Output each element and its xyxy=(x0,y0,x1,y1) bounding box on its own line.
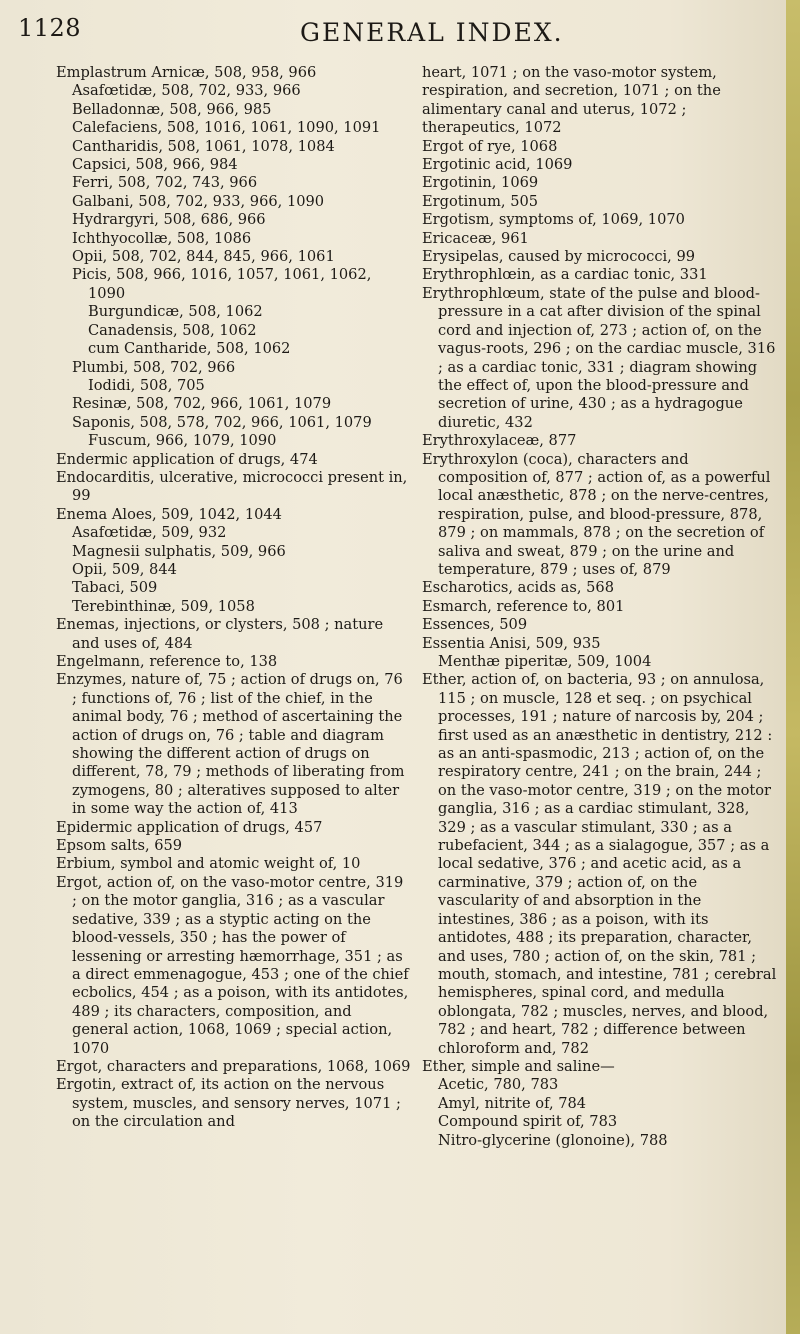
index-entry: Galbani, 508, 702, 933, 966, 1090 xyxy=(72,192,325,210)
index-entry: Ergotinum, 505 xyxy=(422,192,539,210)
index-entry: Tabaci, 509 xyxy=(72,579,158,597)
index-entry: Acetic, 780, 783 xyxy=(438,1076,559,1094)
index-entry: Ergotinin, 1069 xyxy=(422,174,539,192)
index-entry: Opii, 509, 844 xyxy=(72,560,177,578)
index-entry: Nitro-glycerine (glonoine), 788 xyxy=(438,1131,668,1149)
index-column-left xyxy=(56,64,411,1132)
index-entry: Amyl, nitrite of, 784 xyxy=(438,1094,587,1112)
index-entry: Compound spirit of, 783 xyxy=(438,1113,618,1131)
index-entry: Endocarditis, ulcerative, micrococci present in, 99 xyxy=(56,468,408,505)
index-entry: Ergot, characters and preparations, 1068, 1069 xyxy=(56,1057,411,1075)
index-entry: cum Cantharide, 508, 1062 xyxy=(88,340,291,358)
index-column-right xyxy=(422,64,777,1150)
index-entry: Ichthyocollæ, 508, 1086 xyxy=(72,229,252,247)
index-entry: Calefaciens, 508, 1016, 1061, 1090, 1091 xyxy=(72,119,381,137)
index-entry: Magnesii sulphatis, 509, 966 xyxy=(72,542,286,560)
index-entry: Erythroxylon (coca), characters and composition of, 877 ; action of, as a powerful local anæsthetic, 878 ; on the nerve-centres, respiration, pulse, and blood-pressure, 878, 879 ; on mammals, 878 ; on the secretion of saliva and sweat, 879 ; on the urine and temperature, 879 ; uses of, 879 xyxy=(422,450,771,578)
page-edge xyxy=(786,0,800,1334)
index-entry: Canadensis, 508, 1062 xyxy=(88,321,257,339)
index-entry: Ergotin, extract of, its action on the nervous system, muscles, and sensory nerves, 1071 ; on the circulation and xyxy=(56,1076,401,1131)
index-entry: Hydrargyri, 508, 686, 966 xyxy=(72,211,266,229)
index-entry: Saponis, 508, 578, 702, 966, 1061, 1079 xyxy=(72,413,372,431)
index-entry: Menthæ piperitæ, 509, 1004 xyxy=(438,653,652,670)
index-entry: Erbium, symbol and atomic weight of, 10 xyxy=(56,855,361,873)
index-entry: Enema Aloes, 509, 1042, 1044 xyxy=(56,505,282,523)
index-entry: Asafœtidæ, 509, 932 xyxy=(72,524,227,542)
page-header xyxy=(0,14,786,54)
index-entry: Erythrophlœum, state of the pulse and blood-pressure in a cat after division of the spinal cord and injection of, 273 ; action of, on the vagus-roots, 296 ; on the cardiac muscle, 316 ; as a cardiac tonic, 331 ; diagram showing the effect of, upon the blood-pressure and secretion of urine, 430 ; as a hydragogue diuretic, 432 xyxy=(422,284,776,431)
index-entry: Essentia Anisi, 509, 935 xyxy=(422,634,601,652)
index-entry: Ergotism, symptoms of, 1069, 1070 xyxy=(422,211,685,229)
index-entry: Enemas, injections, or clysters, 508 ; nature and uses of, 484 xyxy=(56,616,384,652)
index-entry: Erysipelas, caused by micrococci, 99 xyxy=(422,248,696,266)
index-entry: Ericaceæ, 961 xyxy=(422,229,529,247)
index-entry: Belladonnæ, 508, 966, 985 xyxy=(72,100,272,118)
index-entry: Emplastrum Arnicæ, 508, 958, 966 xyxy=(56,64,317,81)
index-entry: Burgundicæ, 508, 1062 xyxy=(88,303,263,321)
index-entry: Asafœtidæ, 508, 702, 933, 966 xyxy=(72,82,301,100)
index-entry: Ergot, action of, on the vaso-motor centre, 319 ; on the motor ganglia, 316 ; as a vascular sedative, 339 ; as a styptic acting on the blood-vessels, 350 ; has the power of lessening or arresting hæmorrhage, 351 ; as a direct emmenagogue, 453 ; one of the chief ecbolics, 454 ; as a poison, with its antidotes, 489 ; its characters, composition, and general action, 1068, 1069 ; special action, 1070 xyxy=(56,873,409,1057)
index-entry: Erythroxylaceæ, 877 xyxy=(422,432,577,450)
index-entry: Ferri, 508, 702, 743, 966 xyxy=(72,174,258,192)
index-entry: Terebinthinæ, 509, 1058 xyxy=(72,597,255,615)
index-entry: Escharotics, acids as, 568 xyxy=(422,579,614,597)
index-entry: Erythrophlœin, as a cardiac tonic, 331 xyxy=(422,266,708,284)
index-entry: Ergot of rye, 1068 xyxy=(422,137,558,155)
index-entry: Cantharidis, 508, 1061, 1078, 1084 xyxy=(72,137,335,155)
index-entry: Plumbi, 508, 702, 966 xyxy=(72,358,236,376)
index-entry: Fuscum, 966, 1079, 1090 xyxy=(88,432,277,450)
index-entry: Opii, 508, 702, 844, 845, 966, 1061 xyxy=(72,248,335,266)
index-entry: Esmarch, reference to, 801 xyxy=(422,597,625,615)
index-entry: Capsici, 508, 966, 984 xyxy=(72,156,238,174)
page-number: 1128 xyxy=(18,14,82,42)
running-title: GENERAL INDEX. xyxy=(300,18,564,47)
index-entry: Ether, simple and saline— xyxy=(422,1057,615,1075)
index-entry: Picis, 508, 966, 1016, 1057, 1061, 1062, 1090 xyxy=(72,266,372,302)
index-entry: Essences, 509 xyxy=(422,616,528,634)
index-entry: Ether, action of, on bacteria, 93 ; on annulosa, 115 ; on muscle, 128 et seq. ; on psychical processes, 191 ; nature of narcosis by, 204 ; first used as an anæsthetic in dentistry, 212 : as an anti-spasmodic, 213 ; action of, on the respiratory centre, 241 ; on the brain, 244 ; on the vaso-motor centre, 319 ; on the motor ganglia, 316 ; as a cardiac stimulant, 328, 329 ; as a vascular stimulant, 330 ; as a rubefacient, 344 ; as a sialagogue, 357 ; as a local sedative, 376 ; and acetic acid, as a carminative, 379 ; action of, on the vascularity of and absorption in the intestines, 386 ; as a poison, with its antidotes, 488 ; its preparation, character, and uses, 780 ; action of, on the skin, 781 ; mouth, stomach, and intestine, 781 ; cerebral hemispheres, spinal cord, and medulla oblongata, 782 ; muscles, nerves, and blood, 782 ; and heart, 782 ; difference between chloroform and, 782 xyxy=(422,671,777,1057)
index-entry: Resinæ, 508, 702, 966, 1061, 1079 xyxy=(72,395,332,413)
index-entry: Engelmann, reference to, 138 xyxy=(56,653,278,670)
index-entry: Ergotinic acid, 1069 xyxy=(422,156,573,174)
index-entry: Epidermic application of drugs, 457 xyxy=(56,818,323,836)
index-entry: Epsom salts, 659 xyxy=(56,837,183,855)
index-entry: Enzymes, nature of, 75 ; action of drugs on, 76 ; functions of, 76 ; list of the chief, in the animal body, 76 ; method of ascertaining the action of drugs on, 76 ; table and diagram showing the different action of drugs on different, 78, 79 ; methods of liberating from zymogens, 80 ; alteratives supposed to alter in some way the action of, 413 xyxy=(56,671,405,818)
index-entry: heart, 1071 ; on the vaso-motor system, respiration, and secretion, 1071 ; on the alimentary canal and uterus, 1072 ; therapeutics, 1072 xyxy=(422,64,721,137)
index-entry: Iodidi, 508, 705 xyxy=(88,376,205,394)
index-entry: Endermic application of drugs, 474 xyxy=(56,450,318,468)
